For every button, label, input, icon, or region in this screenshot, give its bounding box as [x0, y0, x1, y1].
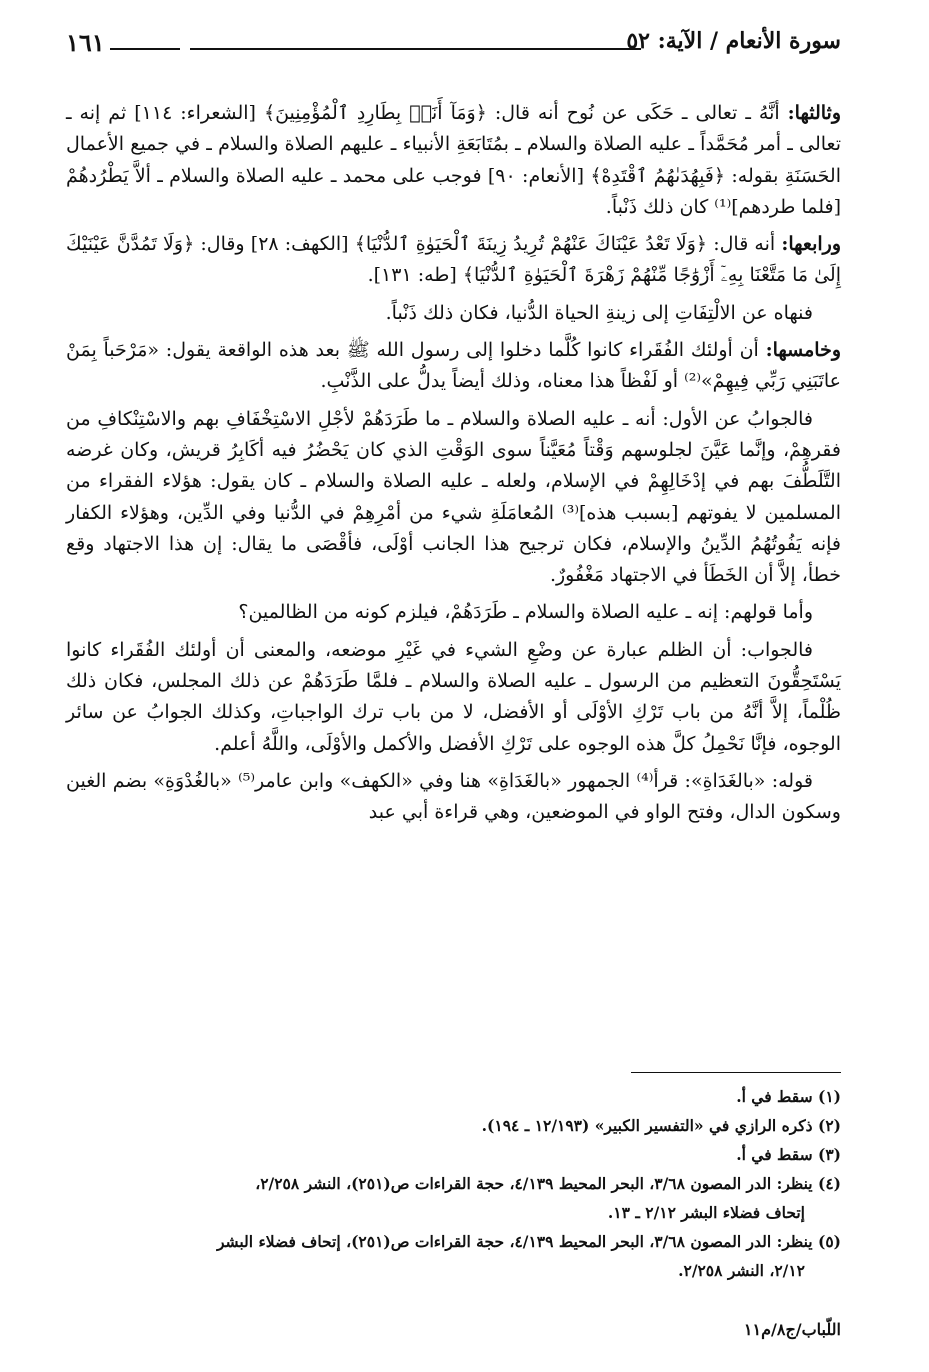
footnote-text: ينظر: الدر المصون ٣/٦٨، البحر المحيط ٤/١٣٩، حجة القراءات ص(٢٥١)، النشر ٢/٢٥٨، — [255, 1174, 813, 1193]
footnote — [66, 1140, 841, 1169]
paragraph-text: أنه قال: ﴿وَلَا تَعْدُ عَيْنَاكَ عَنْهُمْ تُرِيدُ زِينَةَ ٱلْحَيَوٰةِ ٱلدُّنْيَا﴾ [الكهف: ٢٨] وقال: ﴿وَلَا تَمُدَّنَّ عَيْنَيْكَ إِلَىٰ مَا مَتَّعْنَا بِهِۦٓ أَزْوَٰجًا مِّنْهُمْ زَهْرَةَ ٱلْحَيَوٰةِ ٱلدُّنْيَا﴾ [طه: ١٣١]. — [66, 233, 841, 287]
footnote-text: ينظر: الدر المصون ٣/٦٨، البحر المحيط ٤/١٣٩، حجة القراءات ص(٢٥١)، إتحاف فضلاء البشر — [217, 1232, 813, 1251]
footnote-text: ذكره الرازي في «التفسير الكبير» (١٢/١٩٣ ـ ١٩٤). — [481, 1116, 813, 1135]
paragraph-text: أن أولئك الفُقَراء كانوا كُلَّما دخلوا إلى رسول الله ﷺ بعد هذه الواقعة يقول: «مَرْحَباً بِمَنْ عاتَبَنِي رَبِّي فِيهِمْ»⁽²⁾ أو لَفْظاً هذا معناه، وذلك أيضاً يدلُّ على الذَّنْبِ. — [66, 339, 841, 393]
footnote — [66, 1111, 841, 1140]
paragraph-text: فنهاه عن الالْتِفَاتِ إلى زينةِ الحياة الدُّنيا، فكان ذلك ذَنْباً. — [385, 301, 813, 324]
footnote-rule — [631, 1072, 841, 1073]
paragraph — [66, 635, 841, 760]
paragraph-text: قوله: «بالغَدَاةِ»: قرأ⁽⁴⁾ الجمهور «بالغَدَاةِ» هنا وفي «الكهف» وابن عامر⁽⁵⁾ «بالغُدْوَةِ» بضم الغين وسكون الدال، وفتح الواو في الموضعين، وهي قراءة أبي عبد — [66, 769, 841, 824]
paragraph-text: فالجواب: أن الظلم عبارة عن وضْعِ الشيء في غَيْرِ موضعه، والمعنى أن أولئك الفُقَراء كانوا يَسْتَحِقُّونَ التعظيم من الرسول ـ عليه الصلاة والسلام ـ فلمَّا طَرَدَهُمْ عن ذلك المجلس، فكان ذلك ظُلْماً، إلاَّ أنَّهُ من باب تَرْكِ الأوْلَى أو الأفضل، لا من باب ترك الواجباتِ، وكذلك الجوابُ عن سائر الوجوه، فإنَّا نَحْمِلُ كلَّ هذه الوجوه على تَرْكِ الأفضل والأكمل والأوْلَى، واللَّهُ أعلم. — [66, 638, 841, 755]
header-rule-short — [110, 48, 180, 50]
page-number: ١٦١ — [66, 28, 105, 57]
footnote-text: سقط في أ. — [736, 1145, 813, 1164]
footnotes — [66, 1082, 841, 1285]
paragraph — [66, 766, 841, 829]
footnote-continuation: إتحاف فضلاء البشر ٢/١٢ ـ ١٣. — [607, 1203, 805, 1222]
paragraph-fourth — [66, 229, 841, 292]
main-text — [66, 98, 841, 835]
surah-title: سورة الأنعام / الآية: ٥٢ — [626, 28, 841, 54]
paragraph-lead: وخامسها: — [765, 339, 841, 362]
footnote-number: (٥) — [817, 1232, 841, 1251]
footnote-text: سقط في أ. — [736, 1087, 813, 1106]
paragraph — [66, 298, 841, 329]
footnote-number: (١) — [817, 1087, 841, 1106]
volume-signature: اللّباب/ج٨/م١١ — [743, 1320, 841, 1339]
footnote-number: (٢) — [817, 1116, 841, 1135]
footnote-continuation: ٢/١٢، النشر ٢/٢٥٨. — [678, 1261, 805, 1280]
footnote — [66, 1227, 841, 1256]
paragraph-text: فالجوابُ عن الأول: أنه ـ عليه الصلاة والسلام ـ ما طَرَدَهُمْ لأجْلِ الاسْتِخْفَافِ بهم والاسْتِنْكافِ من فقرهِمْ، وإنَّما عَيَّنَ لجلوسهم وَقْتاً مُعَيَّناً سوى الوَقْتِ الذي كان يَحْضُرُ فيه أكَابِرُ قريش، وكان غرضه التَّلَطُّفَ بهم في إدْخَالِهِمْ في الإسلام، ولعله ـ عليه الصلاة والسلام ـ كان يقول: هؤلاء الفقراء من المسلمين لا يفوتهم [بسبب هذه]⁽³⁾ المُعامَلَةِ شيء من أمْرِهِمْ في الدُّنيا وفي الدِّين، وهؤلاء الكفار فإنه يَفُوتُهُمُ الدِّينُ والإسلام، فكان ترجيح هذا الجانب أوْلَى، فأقْصَى ما يقال: إن هذا الاجتهاد وقع خطأ، إلاَّ أن الخَطَأ في الاجتهاد مَغْفُورٌ. — [66, 407, 841, 587]
footnote-number: (٤) — [817, 1174, 841, 1193]
paragraph-third — [66, 98, 841, 223]
paragraph — [66, 597, 841, 628]
footnote — [66, 1082, 841, 1111]
page-header — [66, 28, 841, 64]
paragraph — [66, 404, 841, 592]
paragraph-text: وأما قولهم: إنه ـ عليه الصلاة والسلام ـ طَرَدَهُمْ، فيلزم كونه من الظالمين؟ — [238, 601, 813, 624]
paragraph-text: أنَّهُ ـ تعالى ـ حَكَى عن نُوح أنه قال: ﴿وَمَآ أَنَا۠ بِطَارِدِ ٱلْمُؤْمِنِينَ﴾ [الشعراء: ١١٤] ثم إنه ـ تعالى ـ أمر مُحَمَّداً ـ عليه الصلاة والسلام ـ بمُتَابَعَةِ الأنبياء ـ عليهم الصلاة والسلام ـ في جميع الأعمال الحَسَنَةِ بقوله: ﴿فَبِهُدَىٰهُمُ ٱقْتَدِهْ﴾ [الأنعام: ٩٠] فوجب على محمد ـ عليه الصلاة والسلام ـ ألاَّ يَطْرُدهُمْ [فلما طردهم]⁽¹⁾ كان ذلك ذَنْباً. — [66, 102, 841, 218]
paragraph-lead: وثالثها: — [787, 102, 841, 124]
paragraph-lead: ورابعها: — [781, 233, 841, 256]
paragraph-fifth — [66, 335, 841, 398]
header-rule — [190, 48, 641, 50]
footnote-number: (٣) — [817, 1145, 841, 1164]
footnote — [66, 1169, 841, 1198]
